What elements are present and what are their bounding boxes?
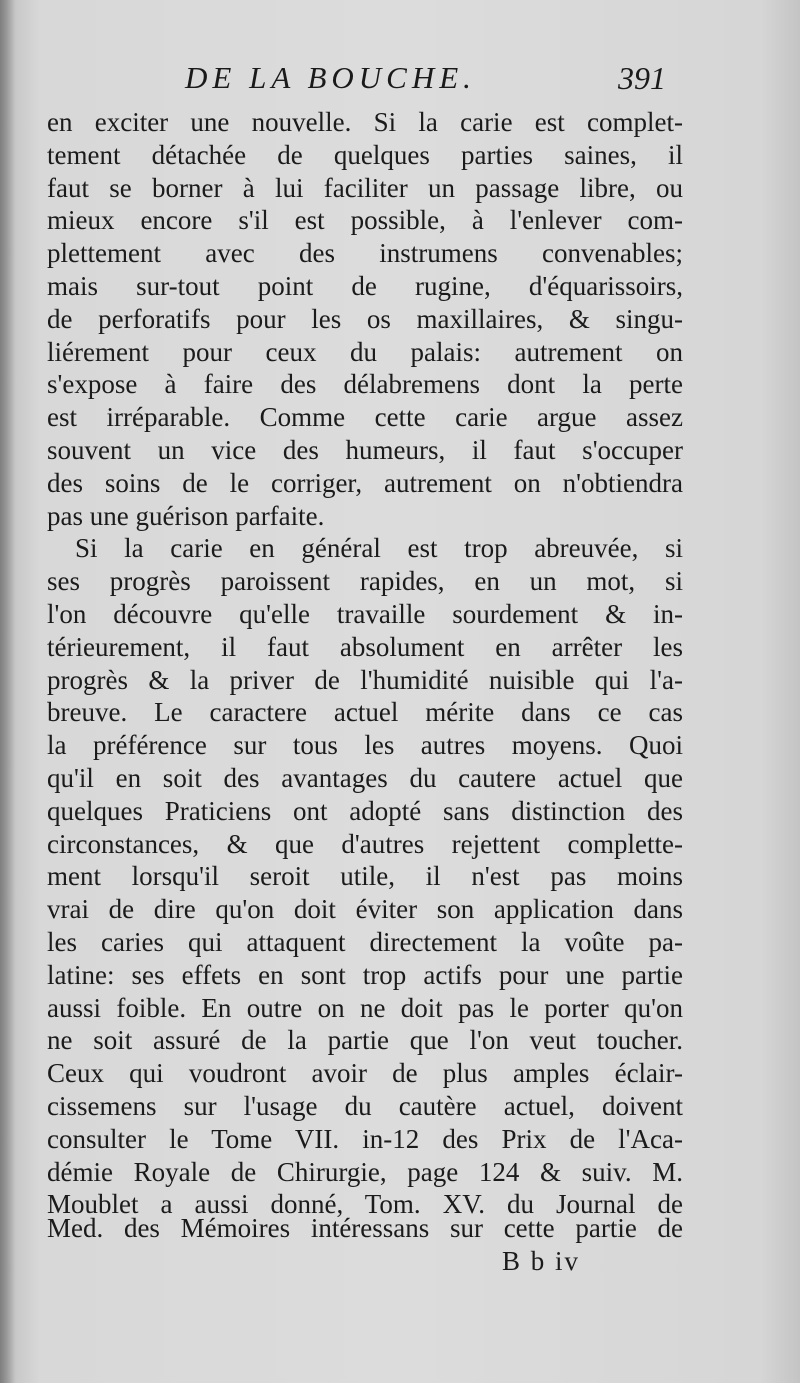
text-line: quelques Praticiens ont adopté sans distinction des xyxy=(47,795,683,826)
text-line: les caries qui attaquent directement la voûte pa- xyxy=(47,927,683,957)
text-line: circonstances, & que d'autres rejettent complette- xyxy=(47,828,683,859)
text-line: progrès & la priver de l'humidité nuisible qui l'a- xyxy=(47,664,683,695)
page-header xyxy=(0,60,800,104)
text-line: démie Royale de Chirurgie, page 124 & suiv. M. xyxy=(47,1156,683,1187)
text-line: la préférence sur tous les autres moyens. Quoi xyxy=(47,730,683,761)
text-line: Ceux qui voudront avoir de plus amples éclair- xyxy=(47,1058,683,1089)
text-line: de perforatifs pour les os maxillaires, & singu- xyxy=(47,303,683,334)
text-line: vrai de dire qu'on doit éviter son application dans xyxy=(47,894,683,925)
running-head: DE LA BOUCHE. xyxy=(185,60,476,95)
text-line: breuve. Le caractere actuel mérite dans ce cas xyxy=(47,697,683,728)
signature-mark: B b iv xyxy=(502,1246,581,1276)
body-text xyxy=(47,106,683,1246)
text-line: Moublet a aussi donné, Tom. XV. du Journal de xyxy=(47,1189,683,1220)
text-line: mieux encore s'il est possible, à l'enlever com- xyxy=(47,205,683,236)
text-line: térieurement, il faut absolument en arrêter les xyxy=(47,631,683,662)
text-line: pas une guérison parfaite. xyxy=(47,500,325,531)
text-line: souvent un vice des humeurs, il faut s'occuper xyxy=(47,435,683,465)
text-line: latine: ses effets en sont trop actifs pour une partie xyxy=(47,959,683,990)
text-line: des soins de le corriger, autrement on n'obtiendra xyxy=(47,467,683,498)
text-line: Si la carie en général est trop abreuvée, si xyxy=(75,533,683,564)
spine-shadow xyxy=(0,0,16,1383)
text-line: consulter le Tome VII. in-12 des Prix de l'Aca- xyxy=(47,1123,683,1154)
text-line: est irréparable. Comme cette carie argue assez xyxy=(47,402,683,433)
text-line: faut se borner à lui faciliter un passage libre, ou xyxy=(47,172,683,203)
text-line: qu'il en soit des avantages du cautere actuel que xyxy=(47,763,683,793)
text-line: Med. des Mémoires intéressans sur cette partie de xyxy=(47,1213,683,1243)
text-line: aussi foible. En outre on ne doit pas le porter qu'on xyxy=(47,992,683,1023)
text-line: tement détachée de quelques parties saines, il xyxy=(47,139,683,170)
text-line: en exciter une nouvelle. Si la carie est complet- xyxy=(47,107,683,137)
text-line: cissemens sur l'usage du cautère actuel, doivent xyxy=(47,1091,683,1121)
text-line: ne soit assuré de la partie que l'on veut toucher. xyxy=(47,1025,683,1056)
page-number: 391 xyxy=(618,60,666,96)
text-line: ment lorsqu'il seroit utile, il n'est pas moins xyxy=(47,861,683,892)
text-line: s'expose à faire des délabremens dont la perte xyxy=(47,369,683,400)
text-line: plettement avec des instrumens convenables; xyxy=(47,238,683,269)
text-line: ses progrès paroissent rapides, en un mot, si xyxy=(47,566,683,597)
text-line: liérement pour ceux du palais: autrement on xyxy=(47,336,683,367)
text-line: l'on découvre qu'elle travaille sourdement & in- xyxy=(47,599,683,629)
text-line: mais sur-tout point de rugine, d'équarissoirs, xyxy=(47,271,683,301)
